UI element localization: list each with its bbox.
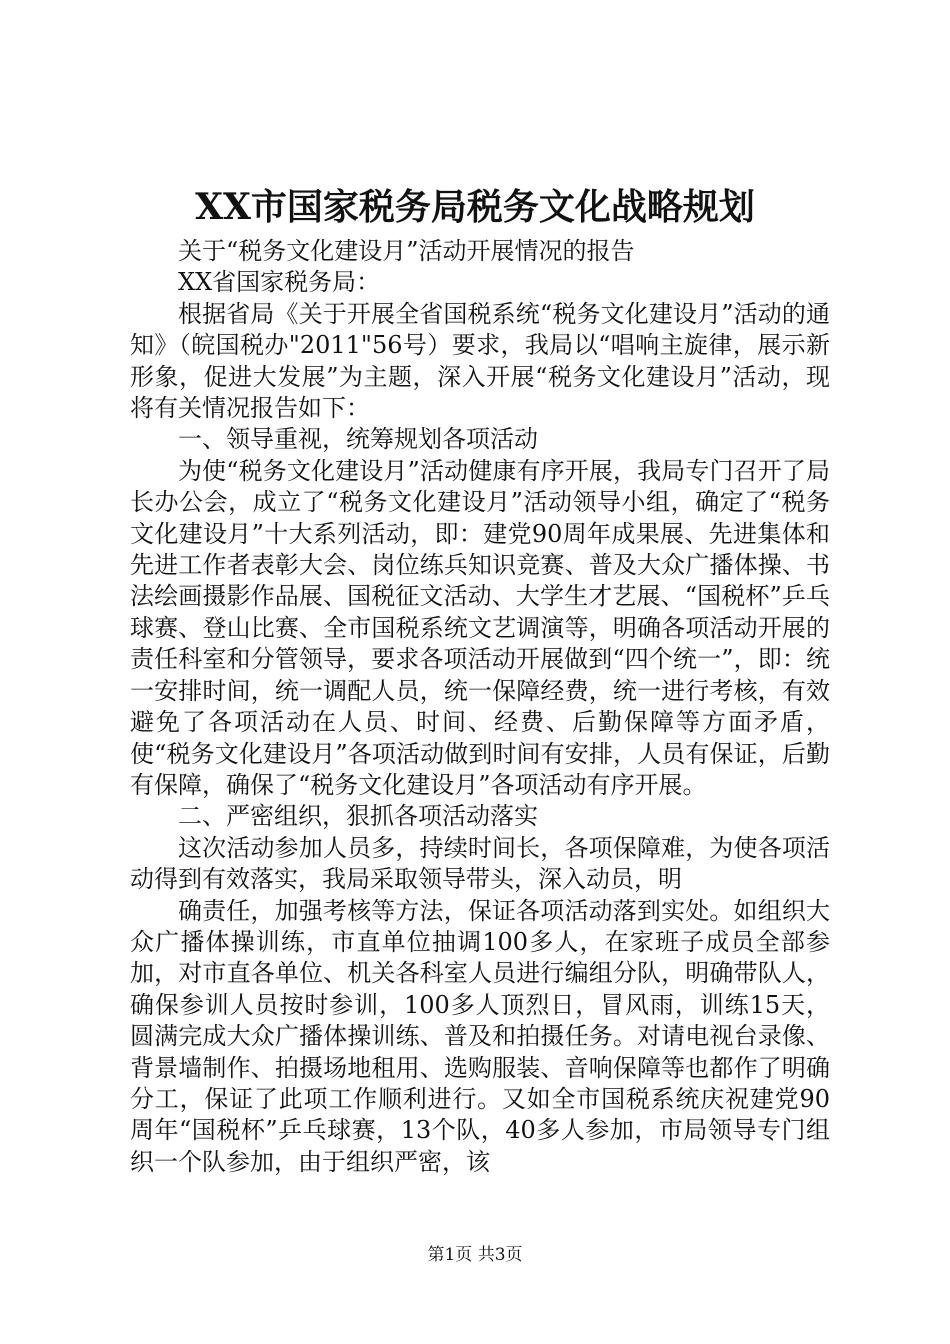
page-footer: 第1页 共3页 <box>427 1245 523 1265</box>
report-heading: 关于“税务文化建设月”活动开展情况的报告 <box>178 237 635 265</box>
section-2-paragraph: 这次活动参加人员多，持续时间长，各项保障难，为使各项活动得到有效落实，我局采取领导带头，深入动员，明 <box>130 833 830 894</box>
section-heading-2: 二、严密组织，狠抓各项活动落实 <box>178 802 538 831</box>
section-1-paragraph: 为使“税务文化建设月”活动健康有序开展，我局专门召开了局长办公会，成立了“税务文化建设月”活动领导小组，确定了“税务文化建设月”十大系列活动，即：建党90周年成果展、先进集体和先进工作者表彰大会、岗位练兵知识竞赛、普及大众广播体操、书法绘画摄影作品展、国税征文活动、大学生才艺展、“国税杯”乒乓球赛、登山比赛、全市国税系统文艺调演等，明确各项活动开展的责任科室和分管领导，要求各项活动开展做到“四个统一”，即：统一安排时间，统一调配人员，统一保障经费，统一进行考核，有效避免了各项活动在人员、时间、经费、后勤保障等方面矛盾，使“税务文化建设月”各项活动做到时间有安排，人员有保证，后勤有保障，确保了“税务文化建设月”各项活动有序开展。 <box>130 456 830 799</box>
document-body <box>130 236 830 1178</box>
document-title: XX市国家税务局税务文化战略规划 <box>195 186 755 228</box>
section-2-continued-paragraph: 确责任，加强考核等方法，保证各项活动落到实处。如组织大众广播体操训练，市直单位抽调100多人，在家班子成员全部参加，对市直各单位、机关各科室人员进行编组分队，明确带队人，确保参训人员按时参训，100多人顶烈日，冒风雨，训练15天，圆满完成大众广播体操训练、普及和拍摄任务。对请电视台录像、背景墙制作、拍摄场地租用、选购服装、音响保障等也都作了明确分工，保证了此项工作顺利进行。又如全市国税系统庆祝建党90周年“国税杯”乒乓球赛，13个队，40多人参加，市局领导专门组织一个队参加，由于组织严密，该 <box>130 896 830 1176</box>
intro-paragraph: 根据省局《关于开展全省国税系统“税务文化建设月”活动的通知》（皖国税办"2011"56号）要求，我局以“唱响主旋律，展示新形象，促进大发展”为主题，深入开展“税务文化建设月”活动，现将有关情况报告如下： <box>130 299 830 423</box>
salutation: XX省国家税务局： <box>178 268 381 297</box>
section-heading-1: 一、领导重视，统筹规划各项活动 <box>178 425 538 454</box>
